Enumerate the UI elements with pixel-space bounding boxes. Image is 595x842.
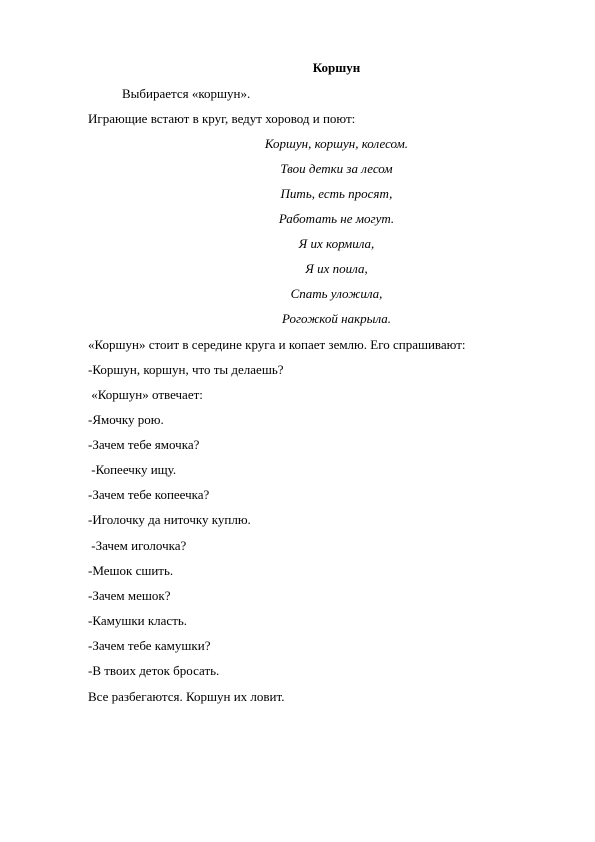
dialogue-line: -Иголочку да ниточку куплю. [88, 512, 251, 527]
dialogue-line: -Коршун, коршун, что ты делаешь? [88, 362, 284, 377]
poem-line: Я их кормила, [298, 236, 375, 251]
dialogue-line: -Зачем мешок? [88, 588, 171, 603]
dialogue-line: -Копеечку ищу. [88, 462, 177, 477]
dialogue-line: -Зачем иголочка? [88, 538, 187, 553]
dialogue-line: -Камушки класть. [88, 613, 188, 628]
dialogue-line: -Мешок сшить. [88, 563, 174, 578]
poem-line: Я их поила, [305, 261, 368, 276]
dialogue-line: Все разбегаются. Коршун их ловит. [88, 689, 285, 704]
document-title: Коршун [312, 60, 361, 75]
dialogue-line: «Коршун» стоит в середине круга и копает землю. Его спрашивают: [88, 337, 466, 352]
poem-line: Работать не могут. [278, 211, 395, 226]
dialogue-line: -Зачем тебе ямочка? [88, 437, 200, 452]
dialogue-line: «Коршун» отвечает: [88, 387, 203, 402]
dialogue-line: -В твоих деток бросать. [88, 663, 220, 678]
poem-line: Коршун, коршун, колесом. [264, 136, 409, 151]
dialogue-line: -Зачем тебе камушки? [88, 638, 211, 653]
poem-line: Рогожкой накрыла. [281, 311, 392, 326]
intro-line: Выбирается «коршун». [122, 86, 251, 101]
poem-line: Пить, есть просят, [280, 186, 393, 201]
intro-line: Играющие встают в круг, ведут хоровод и поют: [88, 111, 356, 126]
dialogue-line: -Ямочку рою. [88, 412, 164, 427]
poem-line: Твои детки за лесом [280, 161, 393, 176]
poem-line: Спать уложила, [290, 286, 383, 301]
dialogue-line: -Зачем тебе копеечка? [88, 487, 210, 502]
